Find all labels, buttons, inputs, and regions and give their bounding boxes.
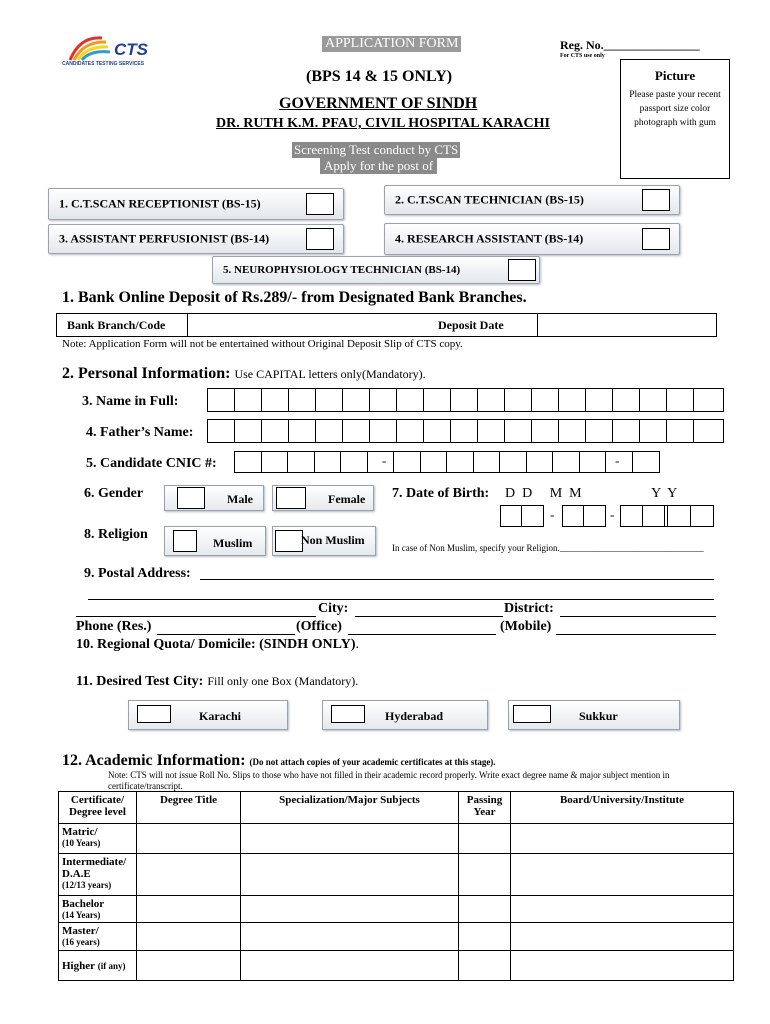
col-header-year: Passing Year xyxy=(459,792,511,824)
picture-instructions: Please paste your recent passport size color photograph with gum xyxy=(629,90,721,128)
phone-office-label: (Office) xyxy=(296,619,342,634)
year-input[interactable] xyxy=(459,896,511,923)
district-input[interactable] xyxy=(560,601,716,617)
post-label-2: 2. C.T.SCAN TECHNICIAN (BS-15) xyxy=(395,192,584,207)
row-years: (10 Years) xyxy=(62,838,101,848)
year-input[interactable] xyxy=(459,854,511,896)
row-level: Intermediate/ D.A.E xyxy=(62,856,127,880)
religion-muslim-option[interactable] xyxy=(164,526,266,556)
male-checkbox[interactable] xyxy=(177,487,205,509)
muslim-checkbox[interactable] xyxy=(173,530,197,552)
domicile-label: 10. Regional Quota/ Domicile: (SINDH ONLY). xyxy=(76,637,359,652)
year-input[interactable] xyxy=(459,824,511,854)
table-row xyxy=(59,923,734,951)
table-row xyxy=(59,951,734,981)
cts-logo xyxy=(62,30,172,70)
karachi-checkbox[interactable] xyxy=(137,705,171,723)
reg-no-note: For CTS use only xyxy=(560,53,605,59)
post-label-5: 5. NEUROPHYSIOLOGY TECHNICIAN (BS-14) xyxy=(223,264,461,276)
table-row xyxy=(59,824,734,854)
board-input[interactable] xyxy=(511,896,734,923)
test-city-label: 11. Desired Test City: xyxy=(76,674,204,689)
postal-line-3[interactable] xyxy=(76,601,316,617)
row-level-cell xyxy=(59,854,137,896)
apply-for-bar: Apply for the post of xyxy=(320,158,437,174)
row-years: (14 Years) xyxy=(62,910,101,920)
section12-title-text: 12. Academic Information: xyxy=(62,752,246,769)
logo-text: CTS xyxy=(114,40,148,59)
deposit-date-input[interactable] xyxy=(538,314,716,336)
hyderabad-label: Hyderabad xyxy=(385,709,444,723)
dob-year-cells[interactable] xyxy=(620,505,714,527)
row-level: Bachelor xyxy=(62,898,105,910)
post-option-1[interactable] xyxy=(48,188,344,220)
phone-mobile-input[interactable] xyxy=(556,619,716,635)
karachi-label: Karachi xyxy=(199,709,241,723)
section12-note: Note: CTS will not issue Roll No. Slips to those who have not filled in their academic record properly. Write exact degree name & major subject mention in certificate/transcript. xyxy=(108,770,670,791)
gender-female-option[interactable] xyxy=(272,485,374,511)
picture-box[interactable] xyxy=(620,59,730,179)
phone-res-label: Phone (Res.) xyxy=(76,619,152,634)
cnic-dash-2: - xyxy=(615,453,620,468)
post-checkbox-1[interactable] xyxy=(306,193,334,215)
col-header-degree: Degree Title xyxy=(137,792,241,824)
bank-branch-input[interactable] xyxy=(188,314,478,336)
specialization-input[interactable] xyxy=(241,896,459,923)
col-header-level: Certificate/ Degree level xyxy=(59,792,137,824)
specialization-input[interactable] xyxy=(241,824,459,854)
father-cells[interactable] xyxy=(207,419,724,443)
name-label: 3. Name in Full: xyxy=(82,394,179,409)
phone-office-input[interactable] xyxy=(348,619,496,635)
screening-bar: Screening Test conduct by CTS xyxy=(294,142,459,157)
row-years: (if any) xyxy=(97,960,126,971)
section12-title-note: (Do not attach copies of your academic certificates at this stage). xyxy=(249,757,496,767)
post-option-5[interactable] xyxy=(212,256,540,284)
name-cells[interactable] xyxy=(207,388,724,412)
specialization-input[interactable] xyxy=(241,923,459,951)
section2-title xyxy=(62,365,426,383)
col-header-specialization: Specialization/Major Subjects xyxy=(241,792,459,824)
dob-day-cells[interactable] xyxy=(500,505,544,527)
row-level-cell xyxy=(59,923,137,951)
post-label-3: 3. ASSISTANT PERFUSIONIST (BS-14) xyxy=(59,231,270,246)
gender-label: 6. Gender xyxy=(84,486,144,501)
city-label: City: xyxy=(318,601,349,616)
degree-input[interactable] xyxy=(137,854,241,896)
nonmuslim-label: Non Muslim xyxy=(301,533,365,547)
logo-subtitle: CANDIDATES TESTING SERVICES xyxy=(62,61,145,67)
year-input[interactable] xyxy=(459,923,511,951)
sukkur-checkbox[interactable] xyxy=(513,705,551,723)
section1-title: 1. Bank Online Deposit of Rs.289/- from Designated Bank Branches. xyxy=(62,289,527,306)
sukkur-label: Sukkur xyxy=(579,709,618,723)
row-level: Matric/ xyxy=(62,826,98,838)
post-checkbox-5[interactable] xyxy=(508,259,536,281)
cnic-dash-1: - xyxy=(382,453,387,468)
row-years: (16 years) xyxy=(62,937,100,947)
male-label: Male xyxy=(227,492,253,506)
reg-no-label: Reg. No.________________ xyxy=(560,38,700,52)
degree-input[interactable] xyxy=(137,951,241,981)
test-city-note: Fill only one Box (Mandatory). xyxy=(207,674,359,688)
dob-format: D D M M Y Y xyxy=(505,486,678,501)
bank-note: Note: Application Form will not be entertained without Original Deposit Slip of CTS copy. xyxy=(62,338,463,350)
picture-title: Picture xyxy=(654,68,696,83)
degree-input[interactable] xyxy=(137,824,241,854)
row-level: Higher xyxy=(62,959,95,972)
board-input[interactable] xyxy=(511,824,734,854)
degree-input[interactable] xyxy=(137,896,241,923)
female-label: Female xyxy=(328,492,366,506)
board-input[interactable] xyxy=(511,854,734,896)
board-input[interactable] xyxy=(511,923,734,951)
religion-nonmuslim-option[interactable] xyxy=(272,526,376,556)
form-title: APPLICATION FORM xyxy=(322,36,461,52)
city-option-karachi[interactable] xyxy=(128,700,288,730)
bank-table xyxy=(56,313,717,337)
specialization-input[interactable] xyxy=(241,854,459,896)
dob-month-cells[interactable] xyxy=(562,505,606,527)
year-input[interactable] xyxy=(459,951,511,981)
section2-title-text: 2. Personal Information: xyxy=(62,365,231,382)
specialization-input[interactable] xyxy=(241,951,459,981)
cnic-label: 5. Candidate CNIC #: xyxy=(86,456,217,471)
bank-branch-label: Bank Branch/Code xyxy=(67,318,166,332)
dob-dash-1: - xyxy=(550,507,555,522)
city-option-hyderabad[interactable] xyxy=(322,700,488,730)
phone-res-input[interactable] xyxy=(157,619,295,635)
city-input[interactable] xyxy=(355,601,503,617)
table-row xyxy=(59,854,734,896)
postal-line-2[interactable] xyxy=(88,584,714,600)
postal-line-1[interactable] xyxy=(200,564,714,580)
post-label-1: 1. C.T.SCAN RECEPTIONIST (BS-15) xyxy=(59,196,261,211)
religion-note[interactable]: In case of Non Muslim, specify your Religion.________________________________ xyxy=(392,543,704,553)
row-level-cell xyxy=(59,951,137,981)
section12-title xyxy=(62,752,496,770)
col-header-board: Board/University/Institute xyxy=(511,792,734,824)
post-option-4[interactable] xyxy=(384,223,680,255)
female-checkbox[interactable] xyxy=(276,487,306,509)
hyderabad-checkbox[interactable] xyxy=(331,705,365,723)
row-level: Master/ xyxy=(62,925,99,937)
district-label: District: xyxy=(504,601,554,616)
father-label: 4. Father’s Name: xyxy=(86,425,194,440)
government-heading: GOVERNMENT OF SINDH xyxy=(279,95,478,112)
post-checkbox-2[interactable] xyxy=(642,189,670,211)
test-city-heading xyxy=(76,672,358,690)
post-label-4: 4. RESEARCH ASSISTANT (BS-14) xyxy=(395,231,584,246)
board-input[interactable] xyxy=(511,951,734,981)
section2-title-note: Use CAPITAL letters only(Mandatory). xyxy=(234,367,426,381)
phone-mobile-label: (Mobile) xyxy=(500,619,552,634)
religion-label: 8. Religion xyxy=(84,527,148,542)
bps-heading: (BPS 14 & 15 ONLY) xyxy=(306,68,453,85)
post-checkbox-3[interactable] xyxy=(306,228,334,250)
nonmuslim-checkbox[interactable] xyxy=(275,530,303,552)
post-option-2[interactable] xyxy=(384,185,680,215)
table-row xyxy=(59,896,734,923)
muslim-label: Muslim xyxy=(213,536,253,550)
postal-label: 9. Postal Address: xyxy=(84,566,191,581)
domicile-text: 10. Regional Quota/ Domicile: (SINDH ONLY) xyxy=(76,637,356,652)
post-checkbox-4[interactable] xyxy=(642,228,670,250)
academic-table xyxy=(58,791,734,981)
deposit-date-label: Deposit Date xyxy=(438,318,504,332)
post-option-3[interactable] xyxy=(48,224,344,254)
row-years: (12/13 years) xyxy=(62,880,112,890)
gender-male-option[interactable] xyxy=(164,485,264,511)
degree-input[interactable] xyxy=(137,923,241,951)
dob-dash-2: - xyxy=(610,507,615,522)
dob-label: 7. Date of Birth: xyxy=(392,486,490,501)
city-option-sukkur[interactable] xyxy=(508,700,680,730)
row-level-cell xyxy=(59,896,137,923)
cnic-cells[interactable] xyxy=(234,451,660,473)
row-level-cell xyxy=(59,824,137,854)
hospital-heading: DR. RUTH K.M. PFAU, CIVIL HOSPITAL KARACHI xyxy=(216,116,550,131)
